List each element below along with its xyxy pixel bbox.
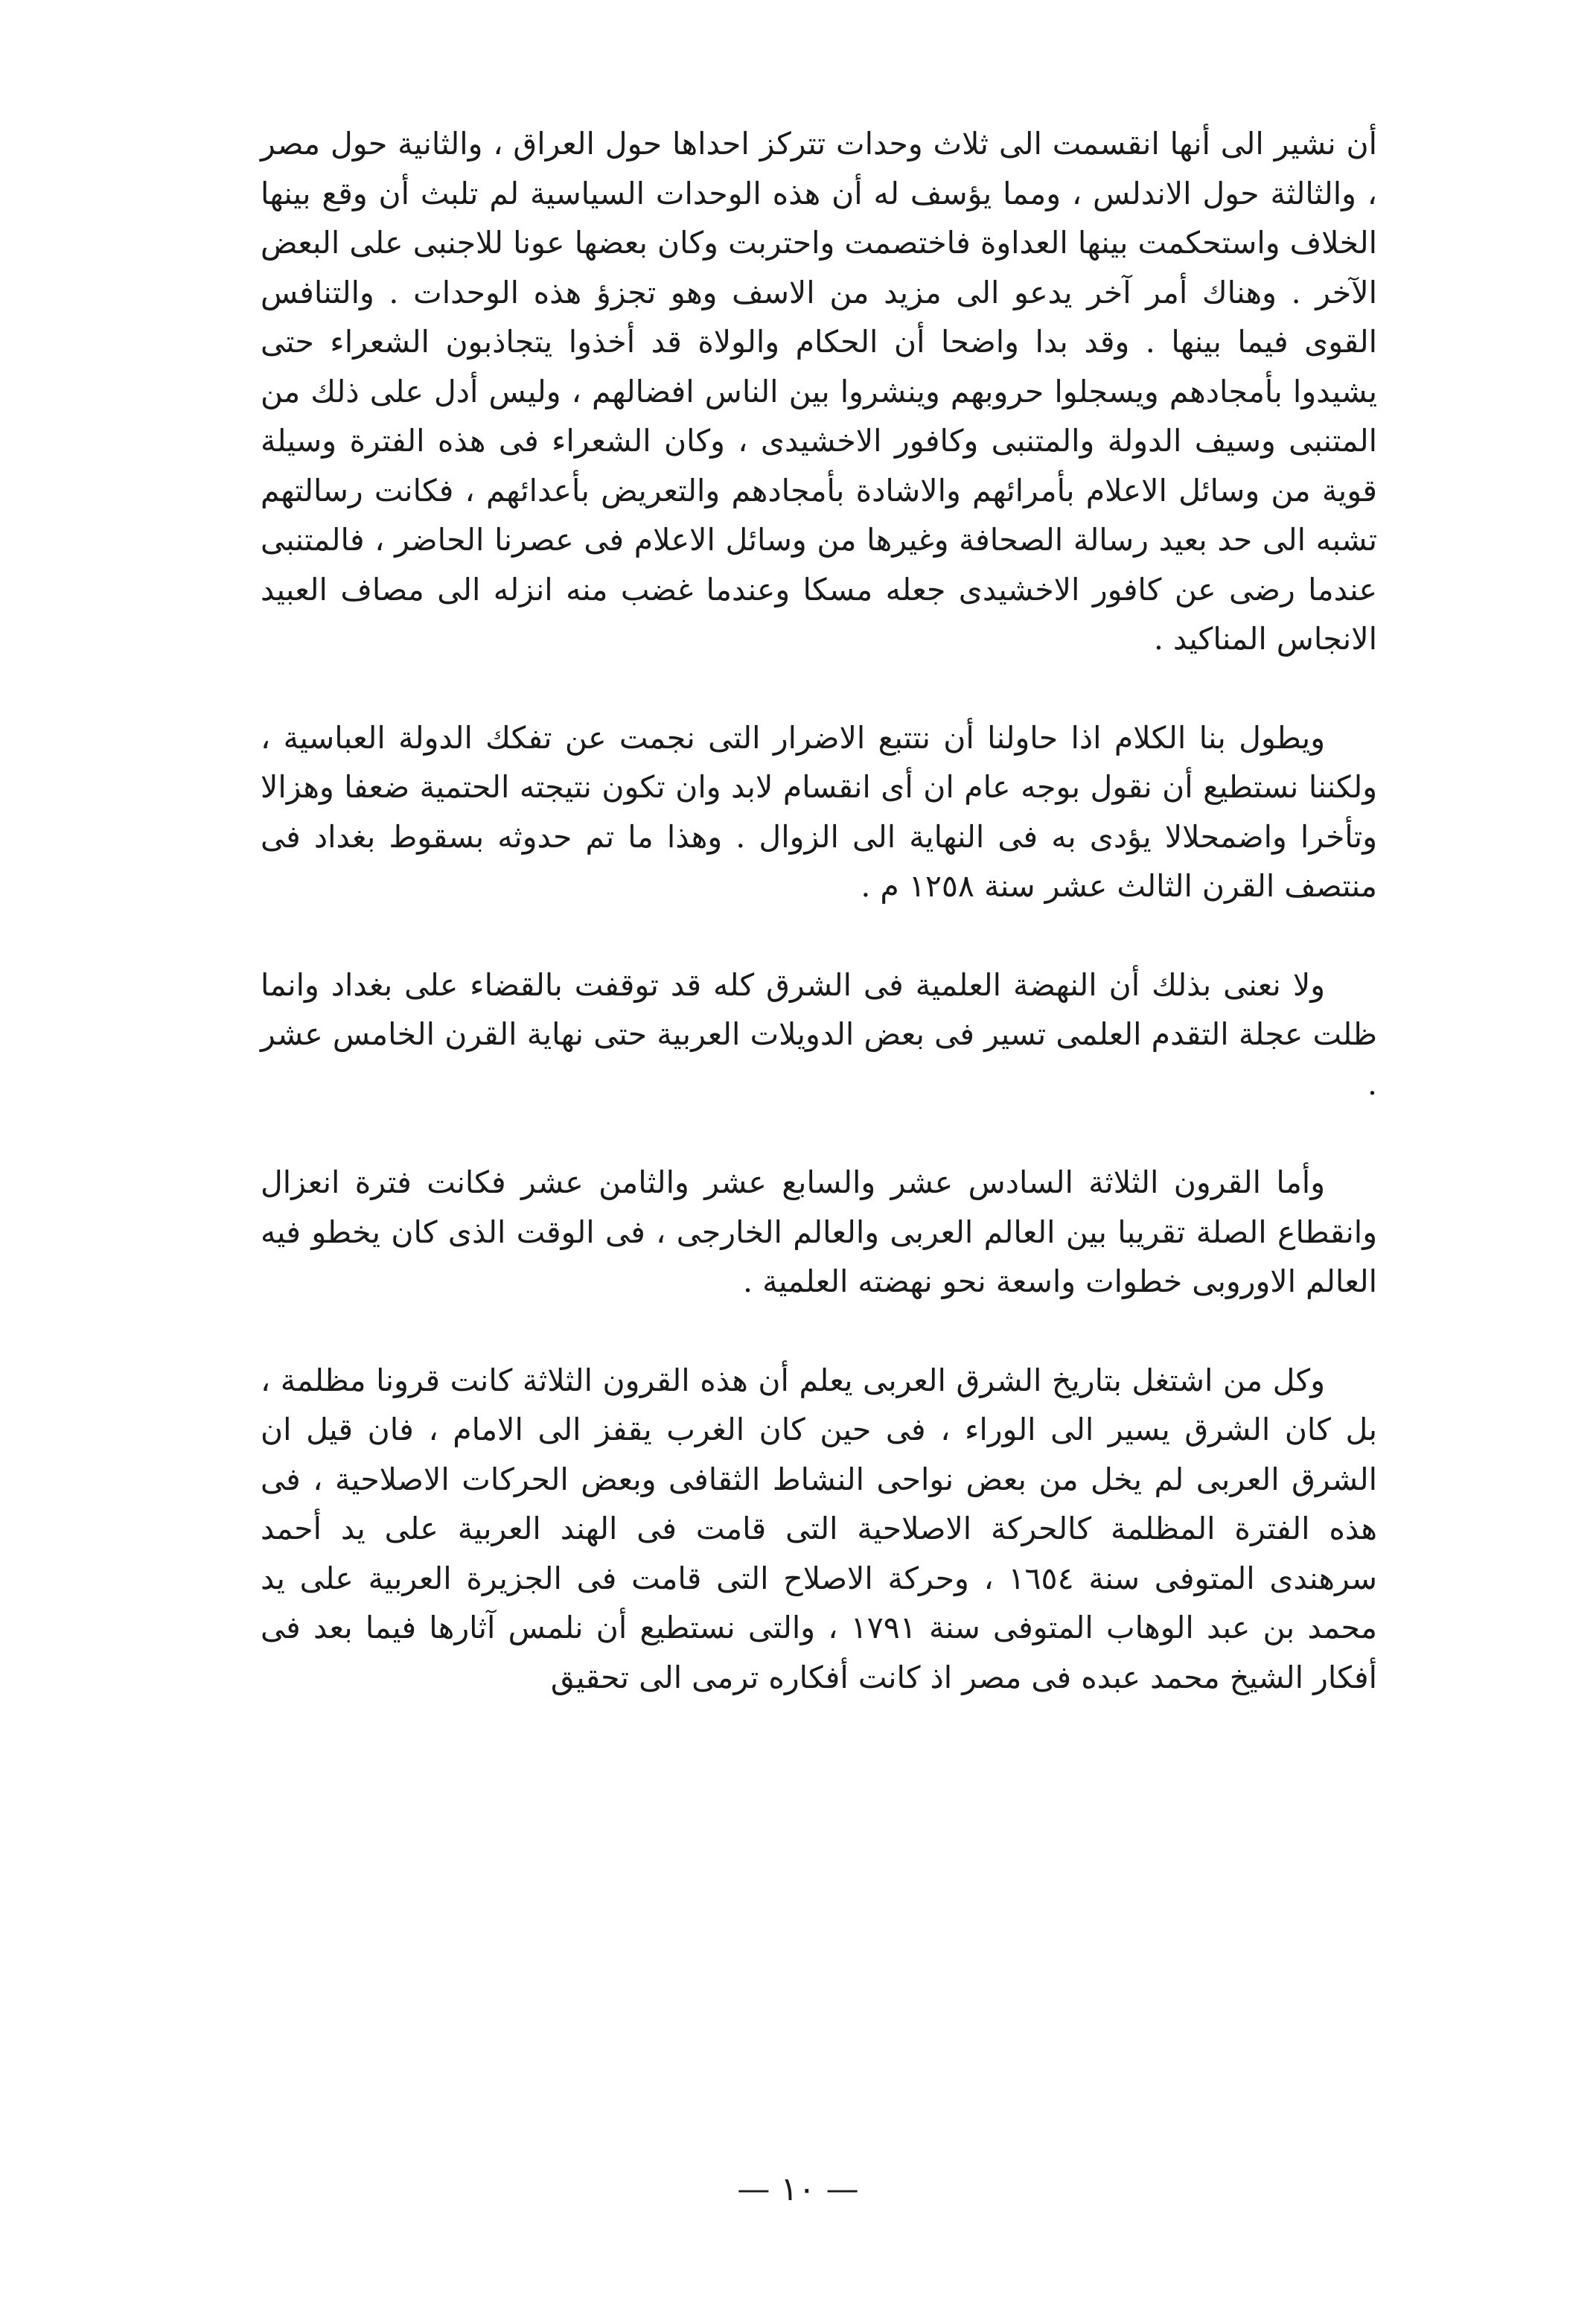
paragraph-3: ولا نعنى بذلك أن النهضة العلمية فى الشرق كله قد توقفت بالقضاء على بغداد وانما ظلت عجلة التقدم العلمى تسير فى بعض الدويلات العربية حتى نهاية القرن الخامس عشر . [261,966,1377,1102]
paragraph-5: وكل من اشتغل بتاريخ الشرق العربى يعلم أن هذه القرون الثلاثة كانت قرونا مظلمة ، بل كان الشرق يسير الى الوراء ، فى حين كان الغرب يقفز الى الامام ، فان قيل ان الشرق العربى لم يخل من بعض نواحى النشاط الثقافى وبعض الحركات الاصلاحية ، فى هذه الفترة المظلمة كالحركة الاصلاحية التى قامت فى الهند العربية على يد أحمد سرهندى المتوفى سنة ١٦٥٤ ، وحركة الاصلاح التى قامت فى الجزيرة العربية على يد محمد بن عبد الوهاب المتوفى سنة ١٧٩١ ، والتى نستطيع أن نلمس آثارها فيما بعد فى أفكار الشيخ محمد عبده فى مصر اذ كانت أفكاره ترمى الى تحقيق [261,1362,1377,1695]
paragraph-4: وأما القرون الثلاثة السادس عشر والسابع عشر والثامن عشر فكانت فترة انعزال وانقطاع الصلة تقريبا بين العالم العربى والعالم الخارجى ، فى الوقت الذى كان يخطو فيه العالم الاوروبى خطوات واسعة نحو نهضته العلمية . [261,1164,1377,1299]
paragraph-gap [261,911,1377,960]
paragraph-gap [261,664,1377,713]
paragraph-gap [261,1109,1377,1158]
page-number: — ١٠ — [737,2170,859,2208]
paragraph-gap [261,1307,1377,1356]
paragraph-2: ويطول بنا الكلام اذا حاولنا أن نتتبع الاضرار التى نجمت عن تفكك الدولة العباسية ، ولكننا نستطيع أن نقول بوجه عام ان أى انقسام لابد وان تكون نتيجته الحتمية ضعفا وهزالا وتأخرا واضمحلالا يؤدى به فى النهاية الى الزوال . وهذا ما تم حدوثه بسقوط بغداد فى منتصف القرن الثالث عشر سنة ١٢٥٨ م . [261,719,1377,904]
document-body [261,119,1377,1702]
paragraph-1: أن نشير الى أنها انقسمت الى ثلاث وحدات تتركز احداها حول العراق ، والثانية حول مصر ، والثالثة حول الاندلس ، ومما يؤسف له أن هذه الوحدات السياسية لم تلبث أن وقع بينها الخلاف واستحكمت بينها العداوة فاختصمت واحتربت وكان بعضها عونا للاجنبى على البعض الآخر . وهناك أمر آخر يدعو الى مزيد من الاسف وهو تجزؤ هذه الوحدات . والتنافس القوى فيما بينها . وقد بدا واضحا أن الحكام والولاة قد أخذوا يتجاذبون الشعراء حتى يشيدوا بأمجادهم ويسجلوا حروبهم وينشروا بين الناس افضالهم ، وليس أدل على ذلك من المتنبى وسيف الدولة والمتنبى وكافور الاخشيدى ، وكان الشعراء فى هذه الفترة وسيلة قوية من وسائل الاعلام بأمرائهم والاشادة بأمجادهم والتعريض بأعدائهم ، فكانت رسالتهم تشبه الى حد بعيد رسالة الصحافة وغيرها من وسائل الاعلام فى عصرنا الحاضر ، فالمتنبى عندما رضى عن كافور الاخشيدى جعله مسكا وعندما غضب منه انزله الى مصاف العبيد الانجاس المناكيد . [261,126,1377,657]
